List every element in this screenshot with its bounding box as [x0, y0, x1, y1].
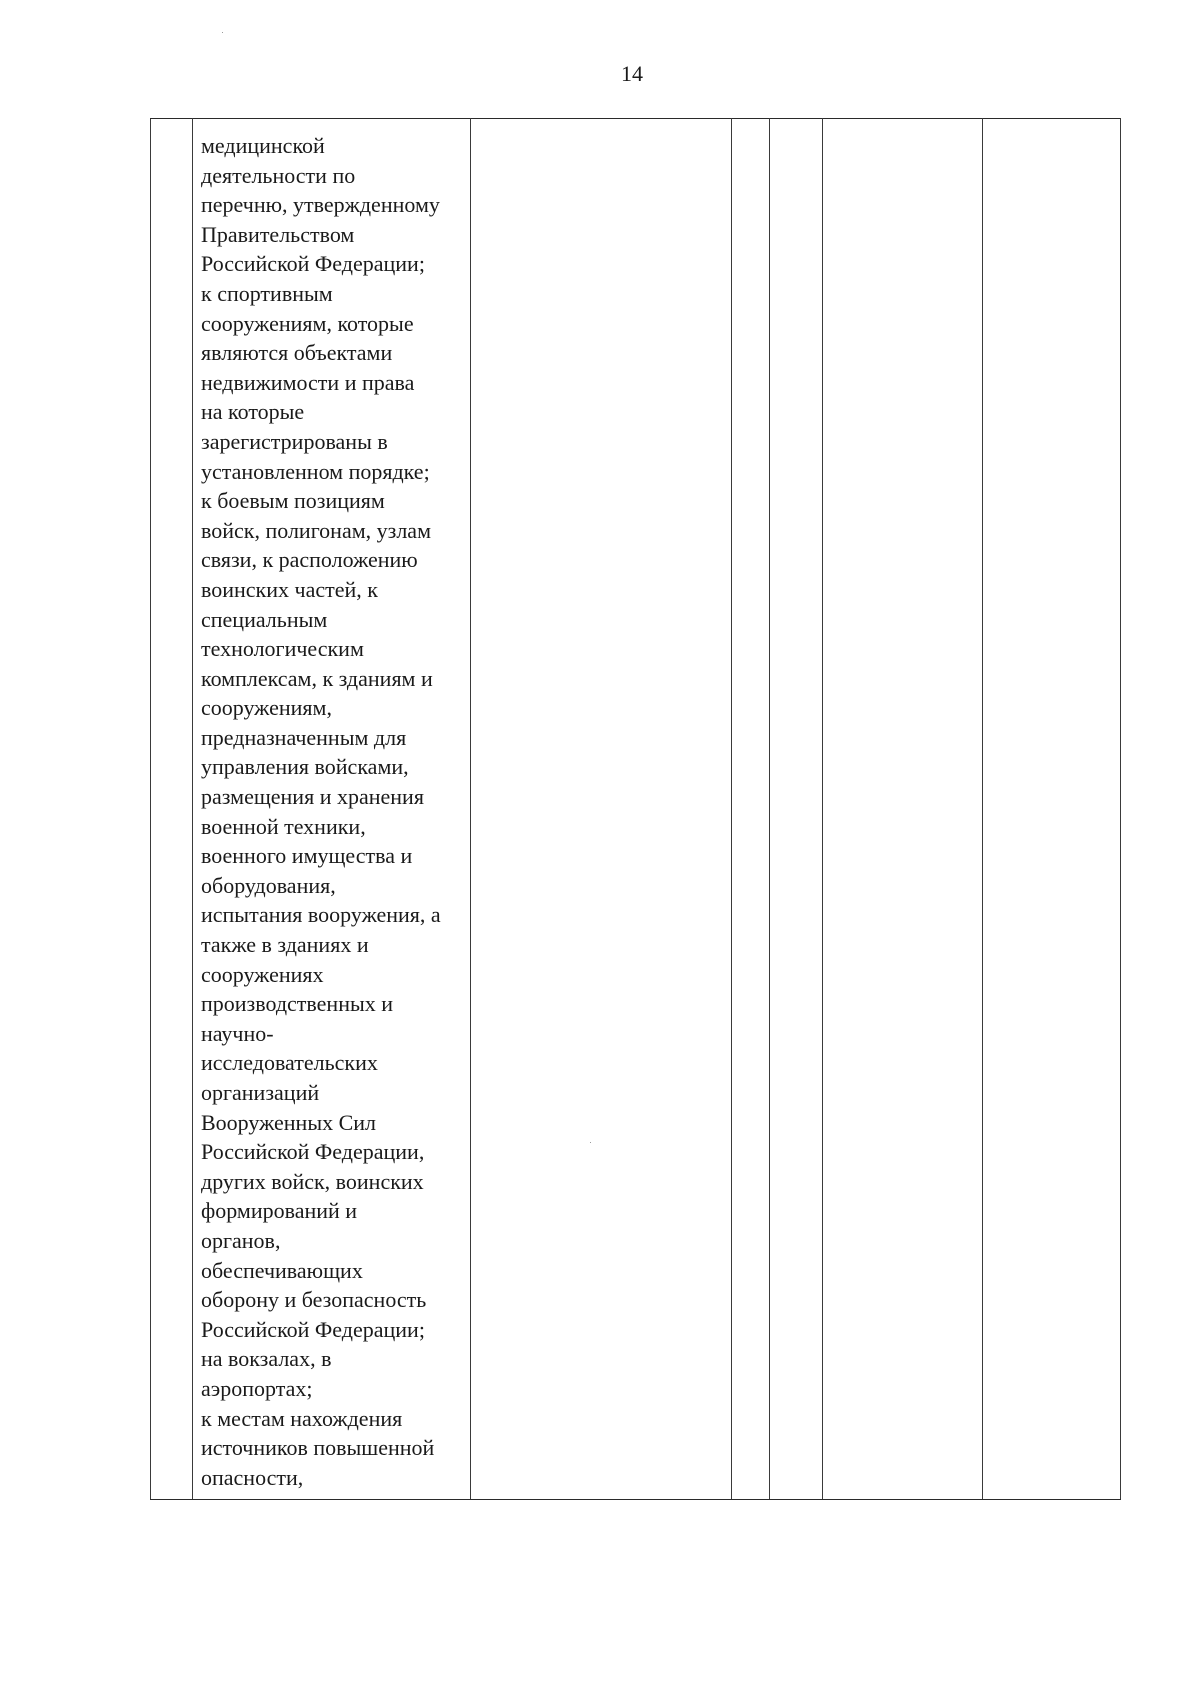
description-line: других войск, воинских [201, 1168, 424, 1194]
description-line: также в зданиях и [201, 932, 369, 958]
description-line: источников повышенной [201, 1435, 435, 1461]
table-cell-empty-4 [732, 119, 770, 1500]
description-line: на которые [201, 399, 305, 425]
description-line: производственных и [201, 991, 394, 1017]
description-line: оборудования, [201, 872, 336, 898]
description-line: опасности, [201, 1464, 304, 1490]
description-text [193, 119, 470, 1492]
description-line: формирований и [201, 1198, 358, 1224]
description-line: технологическим [201, 636, 364, 662]
table-cell-description [193, 119, 471, 1500]
description-line: на вокзалах, в [201, 1346, 332, 1372]
description-line: размещения и хранения [201, 784, 424, 810]
description-line: органов, [201, 1227, 281, 1253]
table-cell-empty-6 [823, 119, 983, 1500]
description-line: установленном порядке; [201, 458, 430, 484]
description-line: организаций [201, 1080, 320, 1105]
description-line: оборону и безопасность [201, 1287, 427, 1313]
description-line: к спортивным [201, 280, 333, 306]
description-line: управления войсками, [201, 754, 409, 780]
description-line: к местам нахождения [201, 1405, 403, 1431]
description-line: Российской Федерации, [201, 1139, 425, 1165]
description-line: специальным [201, 606, 328, 632]
description-line: исследовательских [201, 1050, 378, 1076]
table-cell-empty-5 [770, 119, 823, 1500]
description-line: перечню, утвержденному [201, 192, 440, 218]
table-cell-empty-3 [471, 119, 732, 1500]
description-line: аэропортах; [201, 1375, 313, 1401]
description-line: Российской Федерации; [201, 251, 425, 277]
description-line: войск, полигонам, узлам [201, 517, 431, 543]
description-line: комплексам, к зданиям и [201, 665, 433, 691]
description-line: деятельности по [201, 162, 356, 188]
description-line: недвижимости и права [201, 369, 415, 395]
description-line: Вооруженных Сил [201, 1109, 377, 1135]
description-line: сооружениях [201, 961, 324, 987]
description-line: сооружениям, [201, 695, 332, 721]
description-line: военного имущества и [201, 843, 413, 869]
description-line: испытания вооружения, а [201, 902, 441, 928]
description-line: связи, к расположению [201, 547, 418, 573]
page-number: 14 [621, 61, 643, 86]
description-line: военной техники, [201, 813, 366, 839]
description-line: научно- [201, 1020, 274, 1046]
description-line: зарегистрированы в [201, 428, 388, 454]
description-line: предназначенным для [201, 724, 407, 750]
scan-speck [222, 32, 223, 33]
table-cell-number [151, 119, 193, 1500]
description-line: являются объектами [201, 340, 393, 366]
table-cell-empty-7 [983, 119, 1121, 1500]
description-line: сооружениям, которые [201, 310, 414, 336]
table-row [151, 119, 1121, 1500]
description-line: к боевым позициям [201, 488, 385, 514]
description-line: Правительством [201, 221, 355, 247]
description-line: обеспечивающих [201, 1257, 363, 1283]
scan-speck [590, 1142, 591, 1143]
description-line: Российской Федерации; [201, 1316, 425, 1342]
description-line: медицинской [201, 133, 325, 158]
description-line: воинских частей, к [201, 576, 378, 602]
document-table [150, 118, 1121, 1500]
